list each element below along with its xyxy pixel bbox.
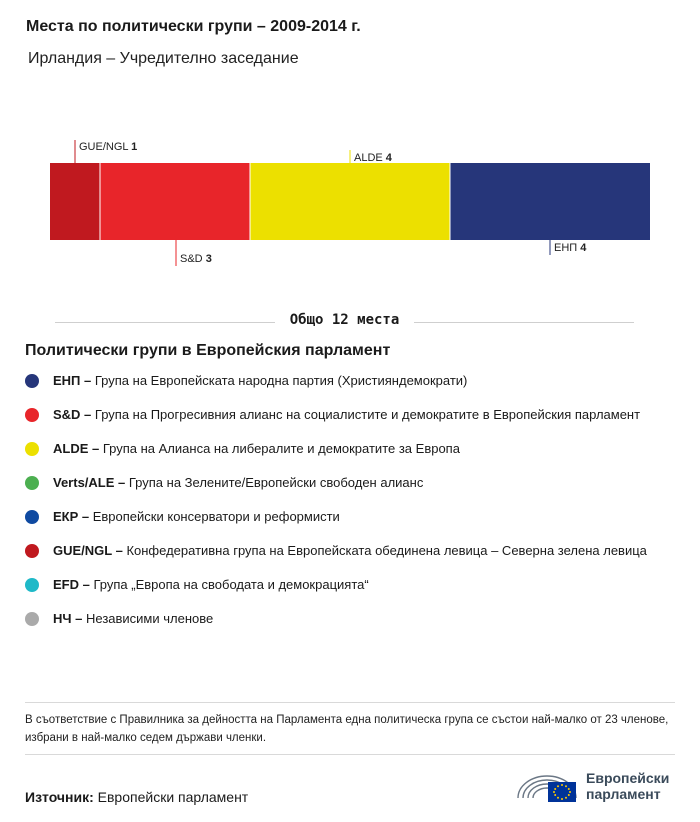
bar-label: GUE/NGL 1 <box>79 141 138 153</box>
bar-segment-енп <box>450 163 650 240</box>
legend-abbr: GUE/NGL – <box>53 543 127 558</box>
legend-item <box>25 508 665 526</box>
chart-title: Места по политически групи – 2009-2014 г. <box>26 18 361 35</box>
legend-title: Политически групи в Европейския парламент <box>25 342 391 359</box>
legend-text: Конфедеративна група на Европейската обединена левица – Северна зелена левица <box>126 543 647 558</box>
legend-text: Група „Европа на свободата и демокрацията“ <box>93 577 369 592</box>
legend-text: Група на Европейската народна партия (Християндемократи) <box>94 373 468 388</box>
legend-abbr: ALDE – <box>53 441 103 456</box>
legend-abbr: ЕКР – <box>53 509 93 524</box>
bar-segment-alde <box>250 163 450 240</box>
footnote: В съответствие с Правилника за дейността на Парламента една политическа група се състои най-малко от 23 членове, избрани в най-малко седем държави членки. <box>25 714 669 744</box>
legend-text: Група на Зелените/Европейски свободен алианс <box>128 475 424 490</box>
source-label: Източник: <box>25 789 94 805</box>
legend <box>25 372 665 628</box>
legend-dot <box>25 476 39 490</box>
total-line-left <box>55 322 275 323</box>
bar-segment-s-d <box>100 163 250 240</box>
bar-label: ЕНП 4 <box>554 242 587 254</box>
european-parliament-logo <box>514 764 684 804</box>
legend-text: Група на Прогресивния алианс на социалистите и демократите в Европейския парламент <box>94 407 641 422</box>
legend-abbr: НЧ – <box>53 611 86 626</box>
divider <box>25 702 675 703</box>
legend-text: Европейски консерватори и реформисти <box>92 509 340 524</box>
legend-item <box>25 610 665 628</box>
logo-text <box>586 770 669 802</box>
total-seats-label: Общо 12 места <box>284 312 406 328</box>
legend-abbr: EFD – <box>53 577 94 592</box>
legend-abbr: S&D – <box>53 407 95 422</box>
bar-segment-gue-ngl <box>50 163 100 240</box>
legend-dot <box>25 510 39 524</box>
divider <box>25 754 675 755</box>
legend-item <box>25 440 665 458</box>
legend-dot <box>25 408 39 422</box>
bar-label: S&D 3 <box>180 253 212 265</box>
logo-line-1: Европейски <box>586 770 670 786</box>
legend-item <box>25 372 665 390</box>
seat-bar-chart <box>0 130 700 280</box>
logo-line-2: парламент <box>586 786 661 802</box>
legend-dot <box>25 442 39 456</box>
legend-dot <box>25 578 39 592</box>
legend-abbr: ЕНП – <box>53 373 95 388</box>
legend-dot <box>25 612 39 626</box>
legend-item <box>25 406 665 424</box>
legend-text: Независими членове <box>85 611 214 626</box>
legend-abbr: Verts/ALE – <box>53 475 129 490</box>
source <box>25 789 248 805</box>
bar-label: ALDE 4 <box>354 152 392 164</box>
total-line-right <box>414 322 634 323</box>
legend-item <box>25 576 665 594</box>
source-value: Европейски парламент <box>97 789 249 805</box>
chart-subtitle: Ирландия – Учредително заседание <box>28 50 299 67</box>
legend-item <box>25 474 665 492</box>
legend-text: Група на Алианса на либералите и демократите за Европа <box>102 441 460 456</box>
legend-item <box>25 542 665 560</box>
legend-dot <box>25 374 39 388</box>
total-seats-row <box>55 312 634 332</box>
parliament-hemicycle-icon <box>514 764 580 804</box>
legend-dot <box>25 544 39 558</box>
